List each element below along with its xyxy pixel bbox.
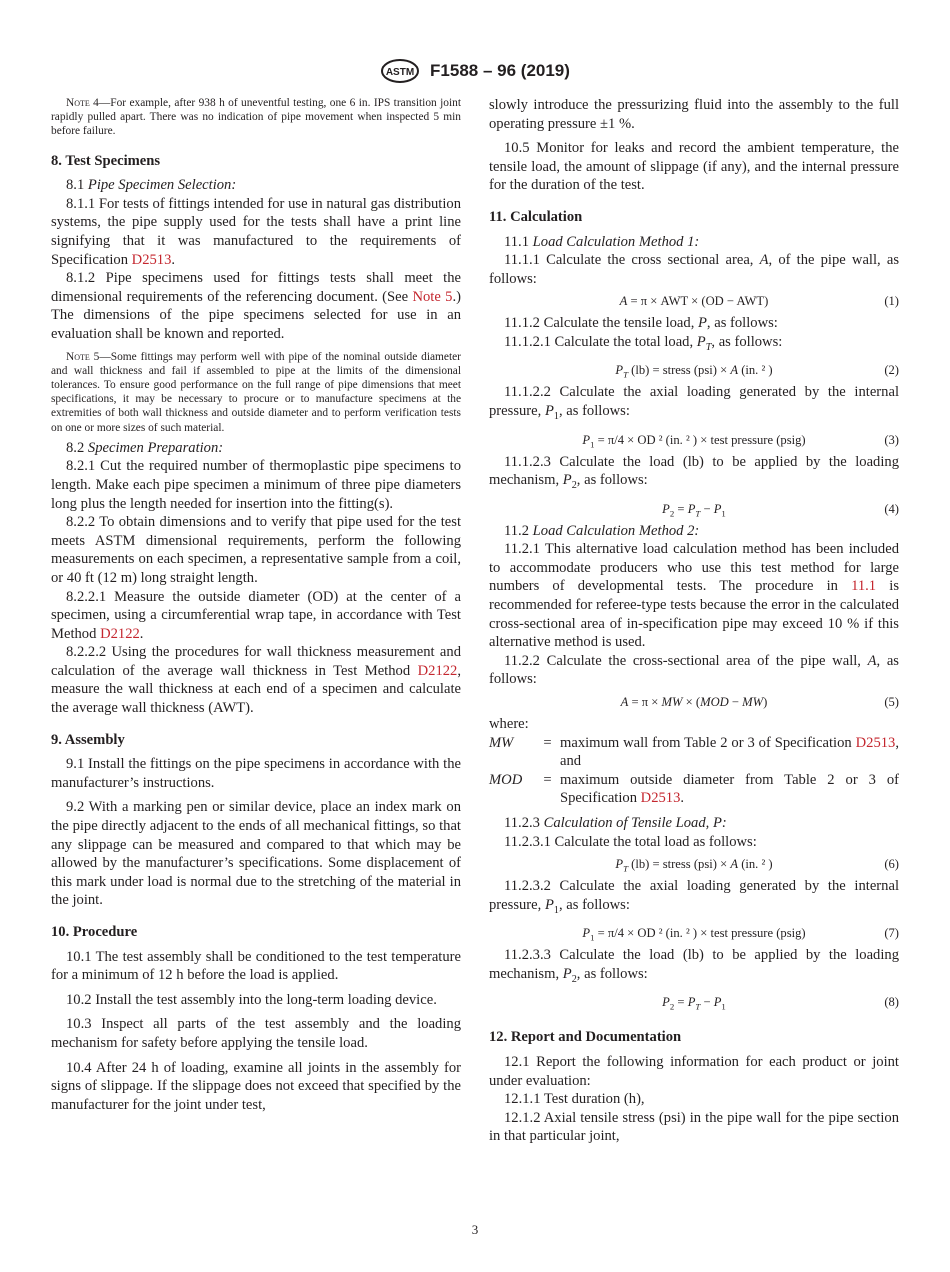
equation-1: A = π × AWT × (OD − AWT) (1) <box>619 294 899 309</box>
ref-d2122-link[interactable]: D2122 <box>100 625 140 642</box>
para-9-2: 9.2 With a marking pen or similar device, place an index mark on the pipe directly adjacent to the ends of all mechanical fittings, so that any slippage can be measured and compared to that which may be allowed by the manufacturer’s specifications. Some displacement of this mark under load is normal due to the stretching of the material in the joint. <box>51 799 461 909</box>
equation-5: A = π × MW × (MOD − MW) (5) <box>620 694 899 709</box>
para-11-1-2-1: 11.1.2.1 Calculate the total load, $P_T$, as follows: <box>504 333 783 353</box>
para-10-5: 10.5 Monitor for leaks and record the ambient temperature, the tensile load, the amount of slippage (if any), and the internal pressure for the duration of the test. <box>489 140 899 194</box>
equation-8: $P_2 = P_T - P_1$ (8) <box>662 995 899 1012</box>
left-column <box>51 96 461 1114</box>
para-8-1-1: 8.1.1 For tests of fittings intended for use in natural gas distribution systems, the pipe supply used for the tests shall have a print line signifying that it was manufactured to the requirements of Specification D2513. <box>51 195 461 268</box>
document-designation: F1588 – 96 (2019) <box>430 61 570 80</box>
para-8-1-2: 8.1.2 Pipe specimens used for fittings tests shall meet the dimensional requirements of the referencing document. (See Note 5.) The dimensions of the pipe specimens selected for use in an evaluation shall be known and reported. <box>51 270 461 342</box>
para-11-2: 11.2 Load Calculation Method 2: <box>504 522 700 539</box>
equation-4: $P_2 = P_T - P_1$ (4) <box>662 501 899 519</box>
ref-d2513-link[interactable]: D2513 <box>855 734 896 751</box>
para-11-1: 11.1 Load Calculation Method 1: <box>504 233 700 250</box>
note-4: Note 4—For example, after 938 h of uneventful testing, one 6 in. IPS transition joint rapidly pulled apart. There was no indication of pipe movement when inspected 5 min before failure. <box>51 97 461 138</box>
section-8-heading: 8. Test Specimens <box>51 152 161 169</box>
ref-d2122-link[interactable]: D2122 <box>417 662 458 679</box>
para-11-1-2-2: 11.1.2.2 Calculate the axial loading generated by the internal pressure, $P_1$, as follows: <box>489 384 899 422</box>
equation-3: $P_1 = \pi/4$ × OD ² (in. ² ) × test pressure (psig) (3) <box>582 432 899 450</box>
para-11-1-2: 11.1.2 Calculate the tensile load, P, as follows: <box>504 315 778 332</box>
svg-text:ASTM: ASTM <box>385 67 415 78</box>
where-label: where: <box>489 715 529 732</box>
equation-2: $P_T$ (lb) = stress (psi) × A (in. ² ) (2) <box>615 363 899 380</box>
section-12-heading: 12. Report and Documentation <box>489 1029 682 1046</box>
para-8-2-2-1: 8.2.2.1 Measure the outside diameter (OD) at the center of a specimen, using a circumferential wrap tape, in accordance with Test Method D2122. <box>51 588 461 642</box>
note-5: Note 5—Some fittings may perform well with pipe of the nominal outside diameter and wall thickness and fail if assembled to pipe at the limits of the dimensional tolerances. To ensure good performance on the full range of pipe dimensions that meet specifications, it may be necessary to procure or to manufacture specimens at the extremities of both wall thickness and outside diameter and to perform verification tests on one or more sizes of such material. <box>51 350 461 434</box>
para-11-2-3-1: 11.2.3.1 Calculate the total load as follows: <box>504 833 757 850</box>
para-10-3: 10.3 Inspect all parts of the test assembly and the loading mechanism for safety before applying the tensile load. <box>51 1016 461 1051</box>
right-column <box>489 96 899 1146</box>
page-header <box>0 58 950 84</box>
astm-logo-icon <box>380 58 420 84</box>
para-10-4: 10.4 After 24 h of loading, examine all joints in the assembly for signs of slippage. If the slippage does not exceed that specified by the manufacturer for the joint under test, <box>51 1059 461 1113</box>
para-12-1: 12.1 Report the following information for each product or joint under evaluation: <box>489 1053 899 1089</box>
para-11-2-3-2: 11.2.3.2 Calculate the axial loading generated by the internal pressure, $P_1$, as follows: <box>489 878 899 916</box>
ref-note5-link[interactable]: Note 5 <box>412 288 453 305</box>
definition-mod: MOD = maximum outside diameter from Table 2 or 3 of Specification D2513. <box>489 771 899 807</box>
para-8-1: 8.1 Pipe Specimen Selection: <box>66 177 237 194</box>
equation-7: $P_1 = \pi/4$ × OD ² (in. ² ) × test pressure (psig) (7) <box>582 926 899 943</box>
para-8-2-2: 8.2.2 To obtain dimensions and to verify that pipe used for the test meets ASTM dimensional requirements, perform the following measurements on each specimen, a representative sample from a coil, or 40 ft (12 m) long straight length. <box>51 514 461 586</box>
section-10-heading: 10. Procedure <box>51 924 138 941</box>
page-number: 3 <box>471 1222 479 1237</box>
ref-d2513-link[interactable]: D2513 <box>131 251 172 268</box>
ref-11-1-link[interactable]: 11.1 <box>851 578 877 595</box>
section-9-heading: 9. Assembly <box>51 731 125 748</box>
para-11-2-1: 11.2.1 This alternative load calculation method has been included to accommodate producers who use this test method for large numbers of developmental tests. The procedure in 11.1 is recommended for referee-type tests because the error in the calculated cross-sectional area of in-specification pipe may exceed 10 % if this alternative method is used. <box>489 541 899 651</box>
section-11-heading: 11. Calculation <box>489 208 583 225</box>
para-11-2-3-3: 11.2.3.3 Calculate the load (lb) to be applied by the loading mechanism, $P_2$, as follows: <box>489 947 899 985</box>
para-10-2: 10.2 Install the test assembly into the long-term loading device. <box>66 991 437 1008</box>
ref-d2513-link[interactable]: D2513 <box>640 790 681 807</box>
para-11-1-2-3: 11.1.2.3 Calculate the load (lb) to be applied by the loading mechanism, $P_2$, as follows: <box>489 453 899 492</box>
para-11-2-2: 11.2.2 Calculate the cross-sectional area of the pipe wall, A, as follows: <box>489 652 899 688</box>
para-10-1: 10.1 The test assembly shall be conditioned to the test temperature for a minimum of 12 h before the load is applied. <box>51 948 461 984</box>
para-8-2-2-2: 8.2.2.2 Using the procedures for wall thickness measurement and calculation of the average wall thickness in Test Method D2122, measure the wall thickness at each end of a specimen and calculate the average wall thickness (AWT). <box>51 644 461 717</box>
para-8-2: 8.2 Specimen Preparation: <box>66 439 224 456</box>
para-8-2-1: 8.2.1 Cut the required number of thermoplastic pipe specimens to length. Make each pipe specimen a minimum of three pipe diameters long plus the length needed for insertion into the fitting(s). <box>51 458 461 512</box>
para-12-1-2: 12.1.2 Axial tensile stress (psi) in the pipe wall for the pipe section in that particular joint, <box>489 1109 899 1145</box>
para-10-4-continued: slowly introduce the pressurizing fluid into the assembly to the full operating pressure ±1 %. <box>489 97 899 132</box>
para-12-1-1: 12.1.1 Test duration (h), <box>504 1091 645 1108</box>
para-9-1: 9.1 Install the fittings on the pipe specimens in accordance with the manufacturer’s instructions. <box>51 756 461 791</box>
para-11-2-3: 11.2.3 Calculation of Tensile Load, P: <box>504 814 727 831</box>
definition-mw: MW = maximum wall from Table 2 or 3 of Specification D2513, and <box>489 734 899 770</box>
para-11-1-1: 11.1.1 Calculate the cross sectional area, A, of the pipe wall, as follows: <box>489 252 899 287</box>
equation-6: $P_T$ (lb) = stress (psi) × A (in. ² ) (6) <box>615 857 899 874</box>
